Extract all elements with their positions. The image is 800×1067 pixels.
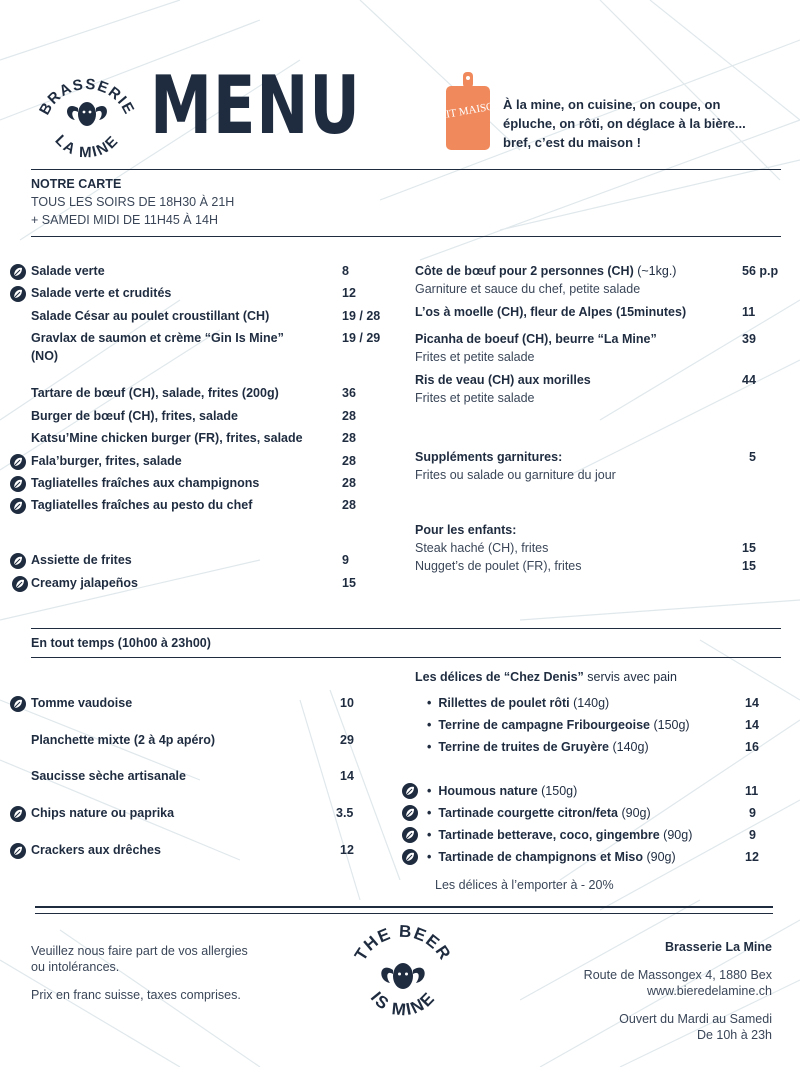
list-item: • Tartinade courgette citron/feta (90g)	[427, 806, 651, 820]
item-price: 8	[342, 264, 349, 278]
list-item: • Tartinade de champignons et Miso (90g)	[427, 850, 676, 864]
item-price: 28	[342, 431, 356, 445]
list-item: • Houmous nature (150g)	[427, 784, 578, 798]
fait-maison-badge-icon	[432, 70, 503, 152]
item-price: 11	[742, 305, 756, 319]
opening-days: Ouvert du Mardi au Samedi	[619, 1012, 772, 1026]
tagline: À la mine, on cuisine, on coupe, on épluche, on rôti, on déglace à la bière... bref, c’est du maison !	[503, 97, 746, 150]
list-item: Katsu’Mine chicken burger (FR), frites, salade	[31, 431, 303, 445]
item-price: 16	[745, 740, 759, 754]
item-price: 28	[342, 409, 356, 423]
carte-hours-evening: TOUS LES SOIRS DE 18H30 À 21H	[31, 195, 235, 209]
item-price: 9	[342, 553, 349, 567]
item-price: 12	[342, 286, 356, 300]
vegetarian-leaf-icon	[402, 827, 418, 843]
item-price: 39	[742, 332, 756, 346]
item-price: 12	[745, 850, 759, 864]
list-item: • Terrine de truites de Gruyère (140g)	[427, 740, 649, 754]
list-item: Tomme vaudoise	[31, 696, 133, 710]
menu-title: MENU	[150, 59, 361, 152]
prices-note: Prix en franc suisse, taxes comprises.	[31, 988, 241, 1002]
allergy-note: Veuillez nous faire part de vos allergies	[31, 944, 248, 958]
vegetarian-leaf-icon	[10, 498, 26, 514]
item-price: 11	[745, 784, 759, 798]
item-price: 3.5	[336, 806, 354, 820]
item-price: 9	[749, 806, 756, 820]
list-item: Salade verte et crudités	[31, 286, 172, 300]
supplements-heading: Suppléments garnitures:	[415, 450, 563, 464]
list-item: • Tartinade betterave, coco, gingembre (90g)	[427, 828, 693, 842]
list-item-continuation: (NO)	[31, 349, 59, 363]
list-item: Gravlax de saumon et crème “Gin Is Mine”	[31, 331, 284, 345]
item-price: 15	[342, 576, 356, 590]
list-item: Burger de bœuf (CH), frites, salade	[31, 409, 238, 423]
list-item: Tagliatelles fraîches aux champignons	[31, 476, 260, 490]
list-item: Nugget’s de poulet (FR), frites	[415, 559, 582, 573]
vegetarian-leaf-icon	[10, 553, 26, 569]
list-item: Fala’burger, frites, salade	[31, 454, 182, 468]
item-price: 10	[340, 696, 354, 710]
vegetarian-leaf-icon	[402, 849, 418, 865]
brasserie-la-mine-logo	[32, 64, 142, 164]
address: Route de Massongex 4, 1880 Bex	[583, 968, 772, 982]
list-item: Crackers aux drêches	[31, 843, 161, 857]
item-price: 28	[342, 476, 356, 490]
item-description: Garniture et sauce du chef, petite salade	[415, 282, 641, 296]
opening-hours: De 10h à 23h	[696, 1028, 772, 1042]
item-price: 15	[742, 541, 756, 555]
vegetarian-leaf-icon	[10, 843, 26, 859]
supplements-description: Frites ou salade ou garniture du jour	[415, 468, 616, 482]
vegetarian-leaf-icon	[10, 264, 26, 280]
list-item: • Rillettes de poulet rôti (140g)	[427, 696, 610, 710]
carte-hours-saturday: + SAMEDI MIDI DE 11H45 À 14H	[31, 213, 218, 227]
svg-text:FAIT MAISON: FAIT MAISON	[432, 99, 503, 123]
item-price: 14	[745, 696, 759, 710]
item-description: Frites et petite salade	[415, 391, 535, 405]
list-item: Tagliatelles fraîches au pesto du chef	[31, 498, 253, 512]
all-day-heading: En tout temps (10h00 à 23h00)	[31, 636, 211, 650]
svg-text:LA MINE: LA MINE	[51, 131, 123, 162]
item-price: 12	[340, 843, 354, 857]
website-link[interactable]: www.bieredelamine.ch	[646, 984, 772, 998]
vegetarian-leaf-icon	[10, 286, 26, 302]
list-item: Creamy jalapeños	[31, 576, 138, 590]
svg-text:BRASSERIE: BRASSERIE	[36, 75, 138, 118]
vegetarian-leaf-icon	[402, 783, 418, 799]
item-price: 28	[342, 454, 356, 468]
list-item: Tartare de bœuf (CH), salade, frites (200g)	[31, 386, 279, 400]
vegetarian-leaf-icon	[12, 576, 28, 592]
item-price: 28	[342, 498, 356, 512]
list-item: Planchette mixte (2 à 4p apéro)	[31, 733, 216, 747]
delices-heading: Les délices de “Chez Denis” servis avec pain	[415, 670, 677, 684]
list-item: Picanha de boeuf (CH), beurre “La Mine”	[415, 332, 657, 346]
list-item: Ris de veau (CH) aux morilles	[415, 373, 591, 387]
item-price: 36	[342, 386, 356, 400]
list-item: Côte de bœuf pour 2 personnes (CH) (~1kg.)	[415, 264, 677, 278]
the-beer-is-mine-logo	[348, 918, 458, 1034]
list-item: Salade verte	[31, 264, 105, 278]
allergy-note-2: ou intolérances.	[31, 960, 120, 974]
svg-text:IS MINE: IS MINE	[366, 987, 440, 1020]
item-price: 14	[745, 718, 759, 732]
vegetarian-leaf-icon	[10, 806, 26, 822]
item-price: 14	[340, 769, 354, 783]
list-item: L’os à moelle (CH), fleur de Alpes (15minutes)	[415, 305, 687, 319]
item-price: 9	[749, 828, 756, 842]
svg-text:THE BEER: THE BEER	[350, 921, 456, 965]
vegetarian-leaf-icon	[10, 454, 26, 470]
item-price: 5	[749, 450, 756, 464]
list-item: Chips nature ou paprika	[31, 806, 175, 820]
item-description: Frites et petite salade	[415, 350, 535, 364]
list-item: Salade César au poulet croustillant (CH)	[31, 309, 270, 323]
list-item: Saucisse sèche artisanale	[31, 769, 186, 783]
item-price: 19 / 28	[342, 309, 381, 323]
item-price: 56 p.p	[742, 264, 779, 278]
item-price: 19 / 29	[342, 331, 381, 345]
restaurant-name: Brasserie La Mine	[665, 940, 772, 954]
takeaway-note: Les délices à l’emporter à - 20%	[435, 878, 614, 892]
vegetarian-leaf-icon	[402, 805, 418, 821]
vegetarian-leaf-icon	[10, 696, 26, 712]
vegetarian-leaf-icon	[10, 476, 26, 492]
item-price: 15	[742, 559, 756, 573]
carte-heading: NOTRE CARTE	[31, 177, 122, 191]
item-price: 29	[340, 733, 354, 747]
list-item: Assiette de frites	[31, 553, 132, 567]
kids-heading: Pour les enfants:	[415, 523, 517, 537]
list-item: Steak haché (CH), frites	[415, 541, 549, 555]
list-item: • Terrine de campagne Fribourgeoise (150g)	[427, 718, 690, 732]
item-price: 44	[742, 373, 756, 387]
